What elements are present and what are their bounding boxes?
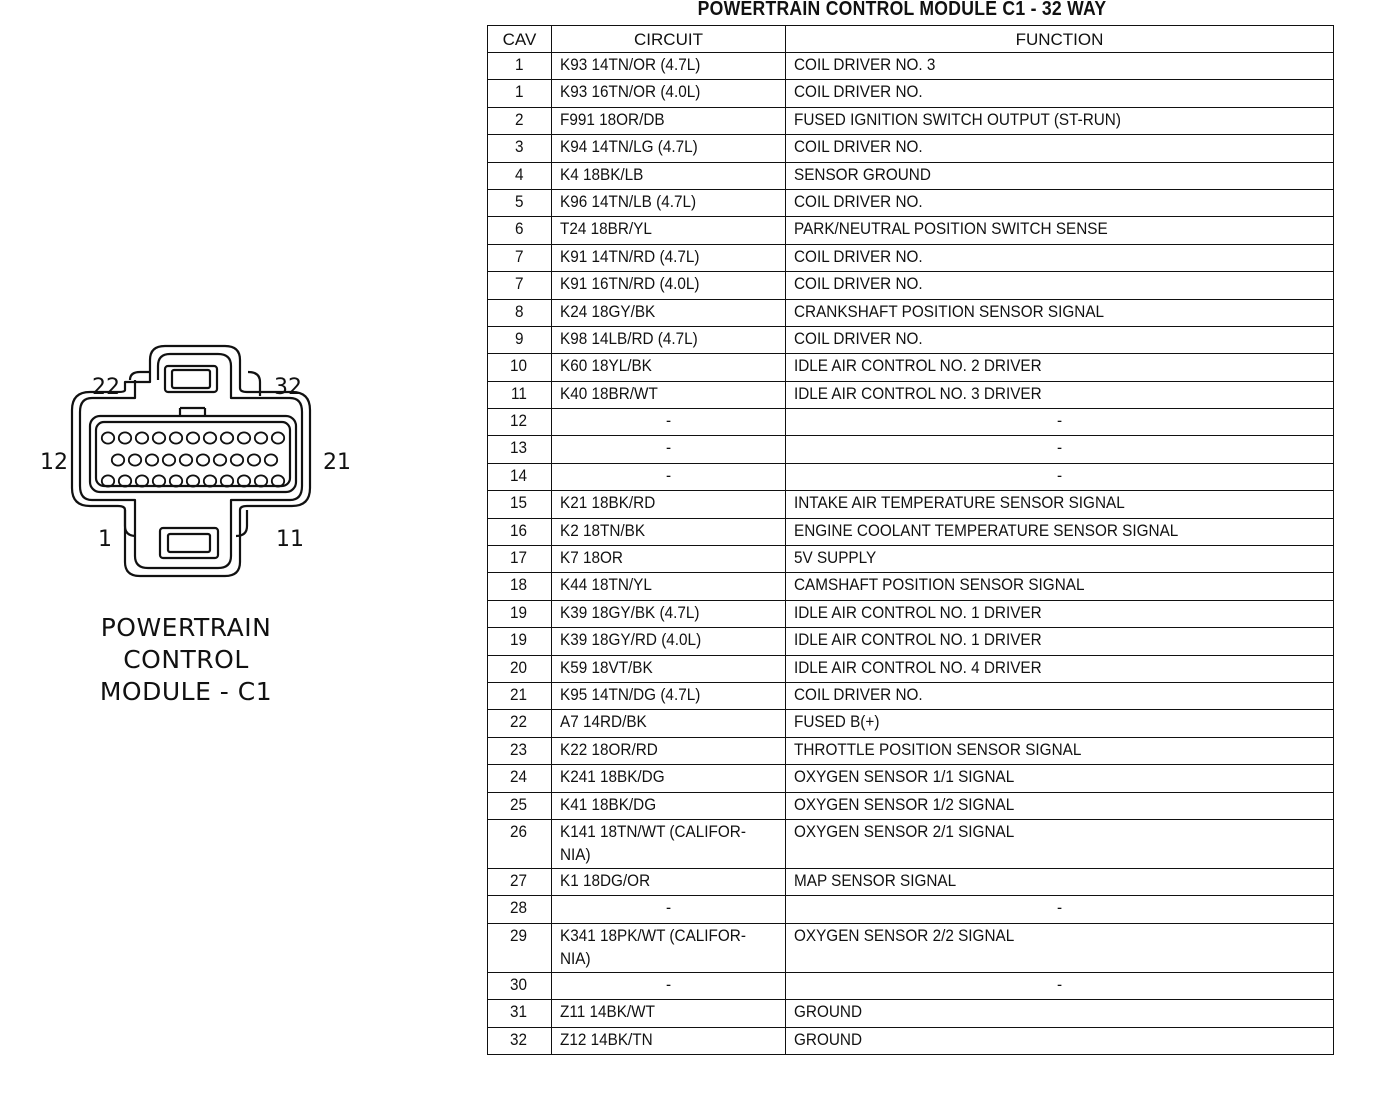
- cell-cav: [488, 409, 552, 436]
- table-row: [488, 1000, 1334, 1027]
- cell-circuit: [552, 972, 786, 999]
- cav-text: 28: [510, 898, 528, 918]
- cell-function: [786, 326, 1334, 353]
- function-text: COIL DRIVER NO.: [794, 328, 923, 348]
- cell-function: [786, 628, 1334, 655]
- cav-text: 22: [510, 712, 528, 732]
- cell-circuit: [552, 600, 786, 627]
- cav-text: 8: [514, 301, 524, 321]
- cav-text: 18: [510, 575, 528, 595]
- cell-circuit: [552, 546, 786, 573]
- cell-function: [786, 1027, 1334, 1054]
- cell-circuit: [552, 162, 786, 189]
- cell-cav: [488, 491, 552, 518]
- caption-line-3: MODULE - C1: [99, 677, 273, 706]
- cell-circuit: [552, 819, 786, 868]
- cav-text: 7: [514, 246, 524, 266]
- function-text: -: [1056, 898, 1062, 918]
- function-text: FUSED IGNITION SWITCH OUTPUT (ST-RUN): [794, 109, 1121, 129]
- function-text: IDLE AIR CONTROL NO. 1 DRIVER: [794, 602, 1042, 622]
- cell-cav: [488, 765, 552, 792]
- circuit-text: K24 18GY/BK: [560, 301, 656, 321]
- cell-cav: [488, 272, 552, 299]
- table-row: [488, 1027, 1334, 1054]
- table-row: [488, 972, 1334, 999]
- cav-text: 5: [514, 191, 524, 211]
- pin-cavity: [197, 454, 209, 465]
- circuit-text: K1 18DG/OR: [560, 870, 651, 890]
- cav-text: 32: [510, 1029, 528, 1049]
- cell-function: [786, 135, 1334, 162]
- circuit-text: K93 14TN/OR (4.7L): [560, 55, 701, 74]
- cav-text: 7: [514, 274, 524, 294]
- table-row: [488, 655, 1334, 682]
- table-row: [488, 573, 1334, 600]
- cav-text: 6: [514, 219, 524, 239]
- cav-text: 21: [510, 684, 528, 704]
- cell-circuit: [552, 765, 786, 792]
- table-row: [488, 299, 1334, 326]
- pin-cavity: [129, 454, 141, 465]
- function-text: COIL DRIVER NO.: [794, 191, 923, 211]
- circuit-text: F991 18OR/DB: [560, 109, 665, 129]
- cell-function: [786, 381, 1334, 408]
- table-row: [488, 162, 1334, 189]
- cell-function: [786, 573, 1334, 600]
- circuit-text: K96 14TN/LB (4.7L): [560, 191, 697, 211]
- cav-text: 2: [514, 109, 524, 129]
- cell-function: [786, 107, 1334, 134]
- table-row: [488, 682, 1334, 709]
- cav-text: 3: [514, 137, 524, 157]
- cell-function: [786, 737, 1334, 764]
- cav-text: 15: [510, 493, 528, 513]
- cell-cav: [488, 381, 552, 408]
- cell-circuit: [552, 409, 786, 436]
- table-row: [488, 765, 1334, 792]
- cell-circuit: [552, 710, 786, 737]
- circuit-text: K141 18TN/WT (CALIFOR- NIA): [560, 821, 746, 864]
- pin-label-12: 12: [40, 450, 68, 475]
- cav-text: 12: [510, 411, 528, 431]
- cell-circuit: [552, 354, 786, 381]
- pin-cavities: [102, 432, 284, 486]
- connector-face-diagram: [0, 330, 380, 590]
- table-row: [488, 792, 1334, 819]
- cell-function: [786, 792, 1334, 819]
- cell-circuit: [552, 868, 786, 895]
- function-text: -: [1056, 438, 1062, 458]
- cell-function: [786, 896, 1334, 923]
- table-row: [488, 326, 1334, 353]
- circuit-text: K40 18BR/WT: [560, 383, 658, 403]
- circuit-text: K39 18GY/BK (4.7L): [560, 602, 700, 622]
- cav-text: 24: [510, 767, 528, 787]
- cell-circuit: [552, 491, 786, 518]
- cell-function: [786, 682, 1334, 709]
- circuit-text: K95 14TN/DG (4.7L): [560, 684, 701, 704]
- cell-cav: [488, 1027, 552, 1054]
- header-cav: CAV: [488, 26, 552, 53]
- function-text: CRANKSHAFT POSITION SENSOR SIGNAL: [794, 301, 1105, 321]
- pin-cavity: [163, 454, 175, 465]
- circuit-text: K7 18OR: [560, 548, 623, 568]
- circuit-text: K91 16TN/RD (4.0L): [560, 274, 700, 294]
- cell-cav: [488, 189, 552, 216]
- cav-text: 16: [510, 520, 528, 540]
- cell-cav: [488, 354, 552, 381]
- cell-circuit: [552, 436, 786, 463]
- circuit-text: -: [665, 411, 671, 431]
- cell-circuit: [552, 463, 786, 490]
- cell-circuit: [552, 737, 786, 764]
- table-row: [488, 600, 1334, 627]
- cell-function: [786, 600, 1334, 627]
- function-text: GROUND: [794, 1002, 863, 1022]
- function-text: THROTTLE POSITION SENSOR SIGNAL: [794, 739, 1082, 759]
- circuit-text: K93 16TN/OR (4.0L): [560, 82, 701, 102]
- cav-text: 1: [514, 82, 524, 102]
- circuit-text: Z12 14BK/TN: [560, 1029, 653, 1049]
- table-row: [488, 546, 1334, 573]
- pin-cavity: [112, 454, 124, 465]
- cell-circuit: [552, 189, 786, 216]
- pin-cavity: [180, 454, 192, 465]
- cell-circuit: [552, 217, 786, 244]
- cav-text: 23: [510, 739, 528, 759]
- pinout-table: [487, 25, 1334, 1055]
- circuit-text: K241 18BK/DG: [560, 767, 665, 787]
- cell-function: [786, 189, 1334, 216]
- cav-text: 29: [510, 925, 528, 945]
- table-row: [488, 868, 1334, 895]
- pin-cavity: [153, 432, 165, 443]
- pin-label-1: 1: [98, 527, 112, 552]
- cav-text: 25: [510, 794, 528, 814]
- function-text: COIL DRIVER NO.: [794, 274, 923, 294]
- cell-function: [786, 868, 1334, 895]
- pin-label-21: 21: [323, 450, 351, 475]
- circuit-text: K41 18BK/DG: [560, 794, 657, 814]
- cav-text: 30: [510, 974, 528, 994]
- header-function: FUNCTION: [786, 26, 1334, 53]
- circuit-text: K341 18PK/WT (CALIFOR- NIA): [560, 925, 746, 968]
- table-row: [488, 53, 1334, 80]
- table-row: [488, 628, 1334, 655]
- cav-text: 27: [510, 870, 528, 890]
- cell-cav: [488, 868, 552, 895]
- cell-circuit: [552, 655, 786, 682]
- circuit-text: -: [665, 465, 671, 485]
- cav-text: 1: [514, 55, 524, 74]
- cell-function: [786, 518, 1334, 545]
- circuit-text: K94 14TN/LG (4.7L): [560, 137, 698, 157]
- cell-circuit: [552, 573, 786, 600]
- pin-cavity: [136, 432, 148, 443]
- cell-function: [786, 546, 1334, 573]
- function-text: OXYGEN SENSOR 1/1 SIGNAL: [794, 767, 1015, 787]
- cav-text: 17: [510, 548, 528, 568]
- table-row: [488, 107, 1334, 134]
- header-circuit: CIRCUIT: [552, 26, 786, 53]
- function-text: -: [1056, 465, 1062, 485]
- cell-function: [786, 80, 1334, 107]
- table-row: [488, 381, 1334, 408]
- function-text: COIL DRIVER NO.: [794, 82, 923, 102]
- cav-text: 19: [510, 630, 528, 650]
- cell-circuit: [552, 107, 786, 134]
- cell-function: [786, 53, 1334, 80]
- function-text: OXYGEN SENSOR 2/1 SIGNAL: [794, 821, 1015, 841]
- circuit-text: K2 18TN/BK: [560, 520, 646, 540]
- pin-face: [90, 416, 296, 492]
- table-row: [488, 272, 1334, 299]
- cav-text: 4: [514, 164, 524, 184]
- circuit-text: K59 18VT/BK: [560, 657, 653, 677]
- cell-circuit: [552, 80, 786, 107]
- cell-function: [786, 655, 1334, 682]
- cell-function: [786, 409, 1334, 436]
- table-row: [488, 135, 1334, 162]
- pin-cavity: [265, 454, 277, 465]
- cav-text: 26: [510, 821, 528, 841]
- cell-cav: [488, 217, 552, 244]
- function-text: -: [1056, 974, 1062, 994]
- cell-cav: [488, 1000, 552, 1027]
- function-text: GROUND: [794, 1029, 863, 1049]
- cell-cav: [488, 655, 552, 682]
- circuit-text: K44 18TN/YL: [560, 575, 652, 595]
- caption-line-1: POWERTRAIN: [100, 613, 272, 642]
- cell-circuit: [552, 135, 786, 162]
- cav-text: 14: [510, 465, 528, 485]
- cell-cav: [488, 682, 552, 709]
- cell-cav: [488, 600, 552, 627]
- pin-label-32: 32: [274, 375, 302, 400]
- circuit-text: T24 18BR/YL: [560, 219, 652, 239]
- cav-text: 31: [510, 1002, 528, 1022]
- pin-cavity: [102, 432, 114, 443]
- table-header-row: [488, 26, 1334, 53]
- table-row: [488, 737, 1334, 764]
- cell-circuit: [552, 792, 786, 819]
- function-text: IDLE AIR CONTROL NO. 2 DRIVER: [794, 356, 1042, 376]
- cell-circuit: [552, 244, 786, 271]
- table-row: [488, 189, 1334, 216]
- cell-circuit: [552, 628, 786, 655]
- table-row: [488, 491, 1334, 518]
- table-row: [488, 896, 1334, 923]
- function-text: IDLE AIR CONTROL NO. 1 DRIVER: [794, 630, 1042, 650]
- table-row: [488, 80, 1334, 107]
- function-text: IDLE AIR CONTROL NO. 3 DRIVER: [794, 383, 1042, 403]
- cell-circuit: [552, 326, 786, 353]
- cell-circuit: [552, 299, 786, 326]
- cell-circuit: [552, 896, 786, 923]
- cell-function: [786, 491, 1334, 518]
- circuit-text: A7 14RD/BK: [560, 712, 647, 732]
- table-row: [488, 409, 1334, 436]
- function-text: IDLE AIR CONTROL NO. 4 DRIVER: [794, 657, 1042, 677]
- table-row: [488, 354, 1334, 381]
- cell-cav: [488, 244, 552, 271]
- pin-cavity: [214, 454, 226, 465]
- pin-cavity: [255, 432, 267, 443]
- pin-cavity: [170, 432, 182, 443]
- cell-cav: [488, 518, 552, 545]
- circuit-text: -: [665, 438, 671, 458]
- circuit-text: K39 18GY/RD (4.0L): [560, 630, 702, 650]
- cell-circuit: [552, 518, 786, 545]
- cav-text: 9: [514, 328, 524, 348]
- function-text: CAMSHAFT POSITION SENSOR SIGNAL: [794, 575, 1085, 595]
- cell-cav: [488, 80, 552, 107]
- cell-cav: [488, 710, 552, 737]
- cell-function: [786, 299, 1334, 326]
- cell-cav: [488, 436, 552, 463]
- cell-function: [786, 162, 1334, 189]
- cell-cav: [488, 628, 552, 655]
- table-row: [488, 518, 1334, 545]
- cell-cav: [488, 573, 552, 600]
- function-text: 5V SUPPLY: [794, 548, 877, 568]
- pin-cavity: [272, 432, 284, 443]
- pin-label-11: 11: [276, 527, 304, 552]
- function-text: SENSOR GROUND: [794, 164, 931, 184]
- table-row: [488, 819, 1334, 868]
- cell-function: [786, 1000, 1334, 1027]
- cell-function: [786, 923, 1334, 972]
- function-text: FUSED B(+): [794, 712, 880, 732]
- circuit-text: K60 18YL/BK: [560, 356, 652, 376]
- table-title: POWERTRAIN CONTROL MODULE C1 - 32 WAY: [697, 0, 1107, 20]
- cell-cav: [488, 737, 552, 764]
- cell-circuit: [552, 923, 786, 972]
- cell-function: [786, 463, 1334, 490]
- pin-cavity: [231, 454, 243, 465]
- cell-cav: [488, 299, 552, 326]
- cell-cav: [488, 923, 552, 972]
- circuit-text: K22 18OR/RD: [560, 739, 658, 759]
- cell-circuit: [552, 381, 786, 408]
- pin-cavity: [187, 432, 199, 443]
- cell-function: [786, 819, 1334, 868]
- function-text: ENGINE COOLANT TEMPERATURE SENSOR SIGNAL: [794, 520, 1179, 540]
- cell-cav: [488, 135, 552, 162]
- caption-line-2: CONTROL: [123, 645, 249, 674]
- table-row: [488, 710, 1334, 737]
- cell-function: [786, 217, 1334, 244]
- table-row: [488, 436, 1334, 463]
- function-text: MAP SENSOR SIGNAL: [794, 870, 957, 890]
- cell-cav: [488, 107, 552, 134]
- function-text: INTAKE AIR TEMPERATURE SENSOR SIGNAL: [794, 493, 1125, 513]
- cell-function: [786, 436, 1334, 463]
- function-text: OXYGEN SENSOR 2/2 SIGNAL: [794, 925, 1015, 945]
- cav-text: 11: [510, 383, 527, 403]
- table-row: [488, 244, 1334, 271]
- circuit-text: K21 18BK/RD: [560, 493, 656, 513]
- cell-circuit: [552, 1027, 786, 1054]
- cell-cav: [488, 896, 552, 923]
- cell-circuit: [552, 272, 786, 299]
- cell-function: [786, 244, 1334, 271]
- circuit-text: K98 14LB/RD (4.7L): [560, 328, 698, 348]
- cell-function: [786, 765, 1334, 792]
- circuit-text: K4 18BK/LB: [560, 164, 644, 184]
- cav-text: 10: [510, 356, 528, 376]
- cell-function: [786, 710, 1334, 737]
- table-row: [488, 217, 1334, 244]
- pin-cavity: [204, 432, 216, 443]
- cav-text: 20: [510, 657, 528, 677]
- circuit-text: Z11 14BK/WT: [560, 1002, 655, 1022]
- cell-cav: [488, 792, 552, 819]
- cell-cav: [488, 972, 552, 999]
- cell-function: [786, 972, 1334, 999]
- function-text: OXYGEN SENSOR 1/2 SIGNAL: [794, 794, 1015, 814]
- circuit-text: -: [665, 898, 671, 918]
- cell-cav: [488, 326, 552, 353]
- cell-circuit: [552, 1000, 786, 1027]
- connector-caption: [36, 612, 336, 708]
- function-text: COIL DRIVER NO.: [794, 684, 923, 704]
- circuit-text: K91 14TN/RD (4.7L): [560, 246, 700, 266]
- cell-circuit: [552, 53, 786, 80]
- function-text: -: [1056, 411, 1062, 431]
- table-row: [488, 923, 1334, 972]
- pin-cavity: [238, 432, 250, 443]
- cell-cav: [488, 53, 552, 80]
- table-row: [488, 463, 1334, 490]
- function-text: COIL DRIVER NO. 3: [794, 55, 936, 74]
- pin-label-22: 22: [92, 375, 120, 400]
- circuit-text: -: [665, 974, 671, 994]
- cav-text: 13: [510, 438, 528, 458]
- pin-cavity: [146, 454, 158, 465]
- pin-cavity: [119, 432, 131, 443]
- cell-function: [786, 272, 1334, 299]
- cell-cav: [488, 819, 552, 868]
- cell-cav: [488, 162, 552, 189]
- cell-function: [786, 354, 1334, 381]
- function-text: COIL DRIVER NO.: [794, 137, 923, 157]
- function-text: COIL DRIVER NO.: [794, 246, 923, 266]
- cell-cav: [488, 546, 552, 573]
- pin-cavity: [221, 432, 233, 443]
- cell-cav: [488, 463, 552, 490]
- pin-cavity: [248, 454, 260, 465]
- function-text: PARK/NEUTRAL POSITION SWITCH SENSE: [794, 219, 1108, 239]
- cav-text: 19: [510, 602, 528, 622]
- cell-circuit: [552, 682, 786, 709]
